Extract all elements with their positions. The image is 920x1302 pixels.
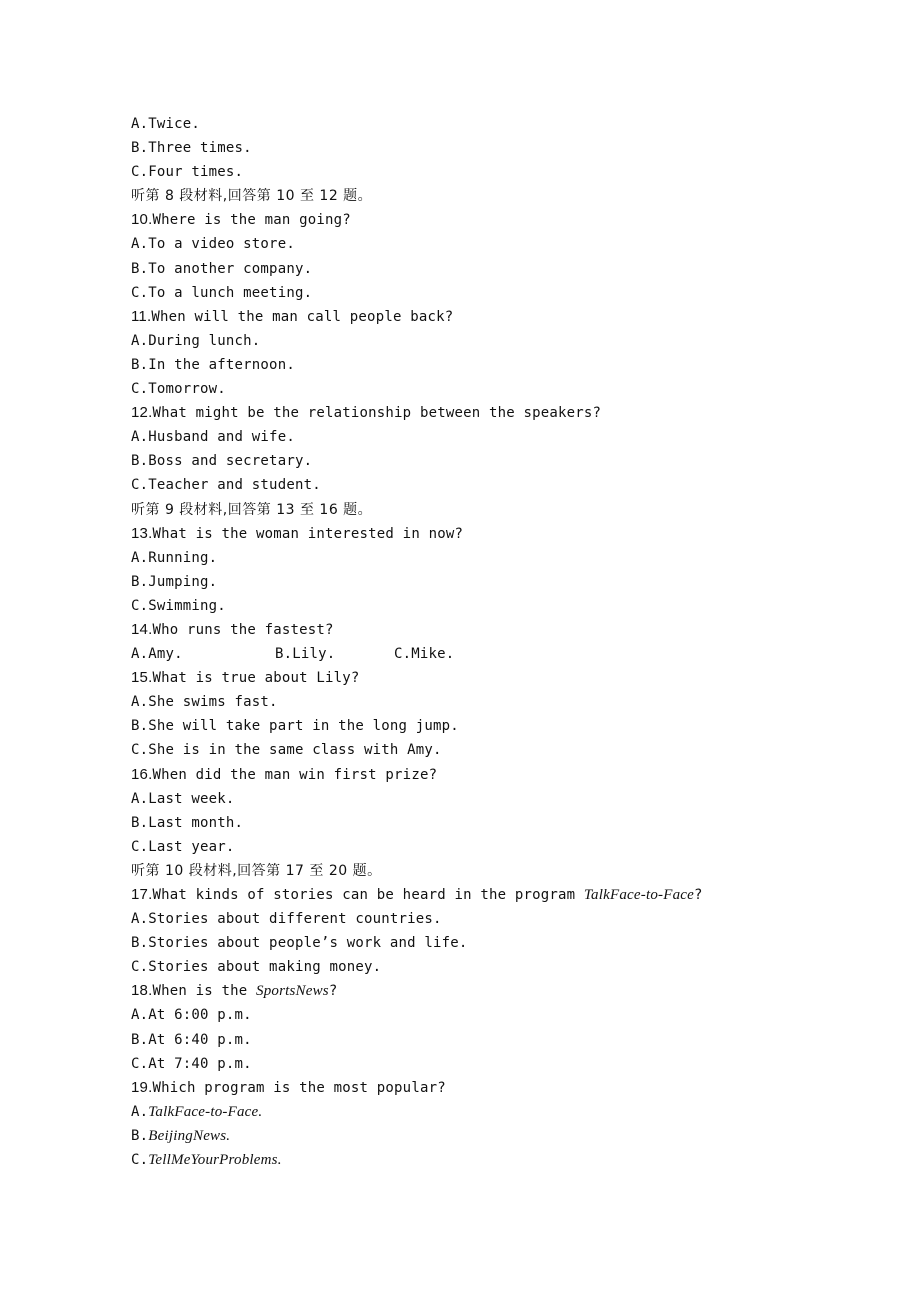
question-14 bbox=[131, 618, 831, 642]
option-16c: C.Last year. bbox=[131, 838, 235, 855]
option-11a: A.During lunch. bbox=[131, 332, 261, 349]
option-9b: B.Three times. bbox=[131, 140, 252, 157]
question-text: What is true about Lily? bbox=[152, 670, 360, 687]
question-10 bbox=[131, 208, 831, 232]
question-number: 18. bbox=[131, 982, 153, 1000]
question-text: What is the woman interested in now? bbox=[152, 525, 464, 542]
question-text: When did the man win first prize? bbox=[152, 766, 438, 783]
option-14b: B.Lily. bbox=[275, 646, 336, 663]
question-number: 16. bbox=[131, 765, 153, 783]
option-9c: C.Four times. bbox=[131, 164, 244, 181]
question-12 bbox=[131, 401, 831, 425]
question-number: 15. bbox=[131, 669, 153, 687]
option-10c: C.To a lunch meeting. bbox=[131, 284, 313, 301]
question-text: What might be the relationship between the speakers? bbox=[152, 405, 602, 422]
option-19b bbox=[131, 1124, 831, 1148]
option-13a: A.Running. bbox=[131, 549, 218, 566]
question-text: Who runs the fastest? bbox=[152, 621, 334, 638]
exam-page bbox=[131, 112, 831, 1172]
option-15c: C.She is in the same class with Amy. bbox=[131, 742, 442, 759]
option-16b: B.Last month. bbox=[131, 814, 244, 831]
option-17a: A.Stories about different countries. bbox=[131, 911, 442, 928]
question-number: 10. bbox=[131, 211, 153, 229]
option-16a: A.Last week. bbox=[131, 790, 235, 807]
option-13b: B.Jumping. bbox=[131, 573, 218, 590]
question-19 bbox=[131, 1076, 831, 1100]
option-text: TalkFace-to-Face. bbox=[148, 1103, 263, 1120]
program-title: TalkFace-to-Face bbox=[583, 887, 694, 903]
question-text: What kinds of stories can be heard in the program bbox=[152, 887, 584, 903]
options-14 bbox=[131, 642, 831, 666]
option-15a: A.She swims fast. bbox=[131, 694, 278, 711]
option-18c: C.At 7:40 p.m. bbox=[131, 1055, 252, 1072]
question-13 bbox=[131, 522, 831, 546]
option-19a bbox=[131, 1100, 831, 1124]
option-10a: A.To a video store. bbox=[131, 236, 295, 253]
option-12c: C.Teacher and student. bbox=[131, 477, 321, 494]
question-17 bbox=[131, 883, 831, 907]
option-12b: B.Boss and secretary. bbox=[131, 453, 313, 470]
question-text: Which program is the most popular? bbox=[152, 1079, 446, 1096]
option-letter: B. bbox=[131, 1127, 149, 1144]
option-text: BeijingNews. bbox=[148, 1127, 231, 1144]
option-17c: C.Stories about making money. bbox=[131, 959, 382, 976]
option-12a: A.Husband and wife. bbox=[131, 429, 295, 446]
question-18 bbox=[131, 979, 831, 1003]
question-mark: ? bbox=[328, 983, 338, 1000]
option-14a: A.Amy. bbox=[131, 646, 183, 663]
option-9a: A.Twice. bbox=[131, 116, 201, 132]
question-11 bbox=[131, 305, 831, 329]
option-10b: B.To another company. bbox=[131, 260, 313, 277]
program-title: SportsNews bbox=[256, 983, 329, 1000]
question-number: 14. bbox=[131, 620, 153, 638]
option-letter: A. bbox=[131, 1103, 149, 1120]
option-18b: B.At 6:40 p.m. bbox=[131, 1031, 252, 1048]
option-11b: B.In the afternoon. bbox=[131, 356, 295, 373]
instruction-section-8: 听第 8 段材料,回答第 10 至 12 题。 bbox=[131, 188, 373, 205]
question-text: Where is the man going? bbox=[152, 212, 351, 229]
question-number: 11. bbox=[131, 307, 152, 325]
question-number: 12. bbox=[131, 404, 153, 422]
option-15b: B.She will take part in the long jump. bbox=[131, 718, 459, 735]
option-14c: C.Mike. bbox=[394, 646, 455, 663]
option-letter: C. bbox=[131, 1152, 149, 1169]
instruction-section-9: 听第 9 段材料,回答第 13 至 16 题。 bbox=[131, 501, 373, 518]
question-number: 17. bbox=[131, 886, 153, 903]
question-number: 19. bbox=[131, 1078, 153, 1096]
question-mark: ? bbox=[694, 887, 703, 903]
option-18a: A.At 6:00 p.m. bbox=[131, 1007, 252, 1024]
question-number: 13. bbox=[131, 524, 153, 542]
question-text: When is the bbox=[152, 983, 256, 1000]
question-15 bbox=[131, 666, 831, 690]
question-text: When will the man call people back? bbox=[151, 308, 454, 325]
question-16 bbox=[131, 763, 831, 787]
instruction-section-10: 听第 10 段材料,回答第 17 至 20 题。 bbox=[131, 862, 382, 879]
option-text: TellMeYourProblems. bbox=[148, 1152, 282, 1169]
option-19c bbox=[131, 1148, 831, 1172]
option-13c: C.Swimming. bbox=[131, 597, 226, 614]
option-17b: B.Stories about people’s work and life. bbox=[131, 935, 468, 952]
option-11c: C.Tomorrow. bbox=[131, 381, 226, 398]
